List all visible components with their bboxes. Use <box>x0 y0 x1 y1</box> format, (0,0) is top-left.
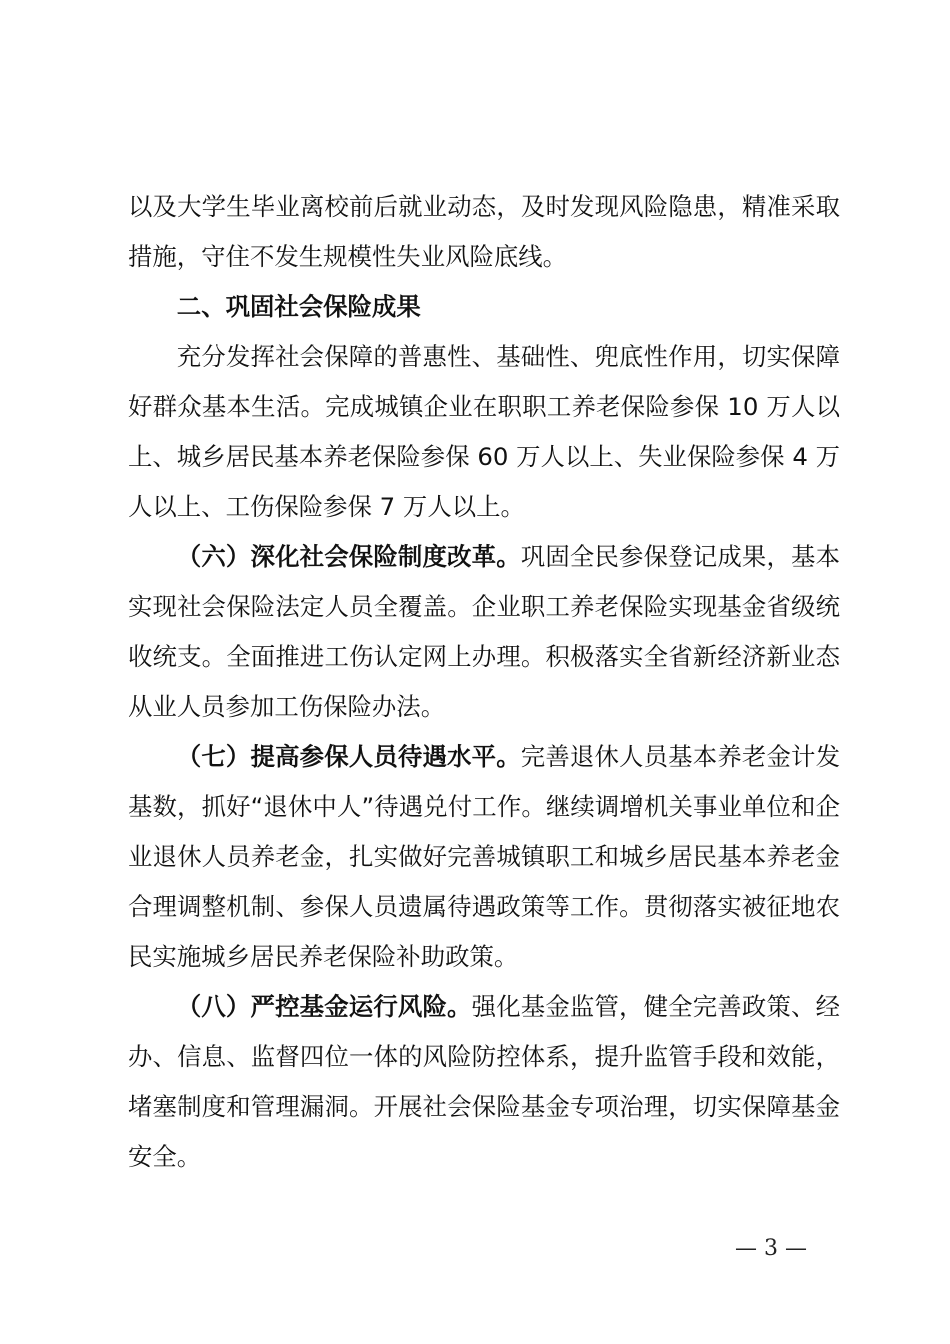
item-6-body: 巩固全民参保登记成果，基本实现社会保险法定人员全覆盖。企业职工养老保险实现基金省级统收统支。全面推进工伤认定网上办理。积极落实全省新经济新业态从业人员参加工伤保险办法。 <box>128 542 840 721</box>
paragraph-item-7 <box>128 732 840 982</box>
item-8-title: （八）严控基金运行风险。 <box>176 992 472 1021</box>
paragraph-continuation: 以及大学生毕业离校前后就业动态，及时发现风险隐患，精准采取措施，守住不发生规模性失业风险底线。 <box>128 192 840 271</box>
document-body <box>128 182 840 1182</box>
item-7-title: （七）提高参保人员待遇水平。 <box>176 742 521 771</box>
paragraph-section-intro: 充分发挥社会保障的普惠性、基础性、兜底性作用，切实保障好群众基本生活。完成城镇企业在职职工养老保险参保 10 万人以上、城乡居民基本养老保险参保 60 万人以上、失业保险参保 4 万人以上、工伤保险参保 7 万人以上。 <box>128 342 840 521</box>
item-8-body: 强化基金监管，健全完善政策、经办、信息、监督四位一体的风险防控体系，提升监管手段和效能，堵塞制度和管理漏洞。开展社会保险基金专项治理，切实保障基金安全。 <box>128 992 840 1171</box>
paragraph-item-6 <box>128 532 840 732</box>
section-heading: 二、巩固社会保险成果 <box>176 292 421 321</box>
paragraph-item-8 <box>128 982 840 1182</box>
item-6-title: （六）深化社会保险制度改革。 <box>176 542 521 571</box>
page-number: — 3 — <box>735 1236 807 1261</box>
item-7-body: 完善退休人员基本养老金计发基数，抓好“退休中人”待遇兑付工作。继续调增机关事业单位和企业退休人员养老金，扎实做好完善城镇职工和城乡居民基本养老金合理调整机制、参保人员遗属待遇政策等工作。贯彻落实被征地农民实施城乡居民养老保险补助政策。 <box>128 742 840 971</box>
